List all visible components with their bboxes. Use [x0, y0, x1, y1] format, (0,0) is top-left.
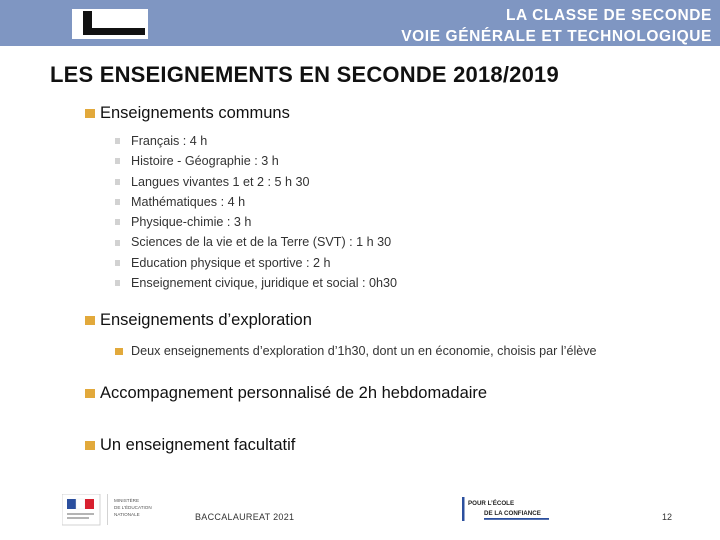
- section-heading-text: Enseignements communs: [100, 104, 290, 122]
- section-heading-text: Enseignements d’exploration: [100, 311, 312, 329]
- section-enseignements-communs: [85, 104, 397, 293]
- section-facultatif: [85, 436, 295, 455]
- small-square-bullet-icon: [115, 219, 120, 225]
- small-square-bullet-icon: [115, 138, 120, 144]
- square-bullet-icon: [85, 389, 95, 398]
- square-bullet-icon: [85, 441, 95, 450]
- list-item-text: Mathématiques : 4 h: [131, 194, 246, 209]
- list-item: [115, 344, 597, 358]
- square-bullet-icon: [85, 109, 95, 118]
- small-square-bullet-icon: [115, 260, 120, 266]
- section-accompagnement: [85, 384, 487, 403]
- list-item: [115, 151, 397, 171]
- section-heading: [85, 104, 397, 123]
- header-title-line2: VOIE GÉNÉRALE ET TECHNOLOGIQUE: [401, 28, 712, 45]
- list-item: [115, 172, 397, 192]
- list-item-text: Enseignement civique, juridique et social : 0h30: [131, 276, 398, 291]
- ecole-confiance-logo-icon: [462, 496, 554, 524]
- section-heading: [85, 436, 295, 455]
- small-square-bullet-icon: [115, 280, 120, 286]
- list-item: [115, 253, 397, 273]
- small-square-bullet-icon: [115, 158, 120, 164]
- ministry-line: MINISTÈRE: [114, 498, 140, 503]
- list-item-text: Histoire - Géographie : 3 h: [131, 154, 279, 169]
- bracket-logo-icon: [72, 9, 148, 43]
- small-square-bullet-icon: [115, 179, 120, 185]
- list-item: [115, 232, 397, 252]
- page-number: 12: [662, 512, 673, 522]
- section-heading-text: Un enseignement facultatif: [100, 436, 296, 454]
- square-bullet-icon: [115, 348, 123, 355]
- list-item: [115, 131, 397, 151]
- list-item-text: Sciences de la vie et de la Terre (SVT) : 1 h 30: [131, 235, 392, 250]
- ministry-line: NATIONALE: [114, 512, 140, 517]
- header-band: [0, 0, 720, 46]
- small-square-bullet-icon: [115, 199, 120, 205]
- section-heading: [85, 384, 487, 403]
- footer-text: BACCALAUREAT 2021: [195, 512, 295, 522]
- small-square-bullet-icon: [115, 240, 120, 246]
- list-item-text: Deux enseignements d’exploration d’1h30, dont un en économie, choisis par l’élève: [131, 344, 597, 358]
- list-item: [115, 273, 397, 293]
- confiance-line: POUR L’ÉCOLE: [468, 500, 515, 507]
- page-title: LES ENSEIGNEMENTS EN SECONDE 2018/2019: [50, 62, 559, 87]
- section-enseignements-exploration: [85, 311, 597, 358]
- ministry-line: DE L’ÉDUCATION: [114, 505, 152, 510]
- list-item-text: Physique-chimie : 3 h: [131, 215, 252, 230]
- list-item-text: Langues vivantes 1 et 2 : 5 h 30: [131, 174, 310, 189]
- list-item-text: Français : 4 h: [131, 134, 208, 148]
- header-title-line1: LA CLASSE DE SECONDE: [505, 7, 712, 24]
- square-bullet-icon: [85, 316, 95, 325]
- communs-list: [85, 131, 397, 293]
- section-heading: [85, 311, 597, 330]
- header-title: [401, 5, 712, 47]
- ministry-logo-icon: [62, 494, 162, 526]
- list-item-text: Education physique et sportive : 2 h: [131, 255, 331, 270]
- list-item: [115, 212, 397, 232]
- list-item: [115, 192, 397, 212]
- section-heading-text: Accompagnement personnalisé de 2h hebdomadaire: [100, 384, 488, 402]
- confiance-line: DE LA CONFIANCE: [484, 510, 541, 517]
